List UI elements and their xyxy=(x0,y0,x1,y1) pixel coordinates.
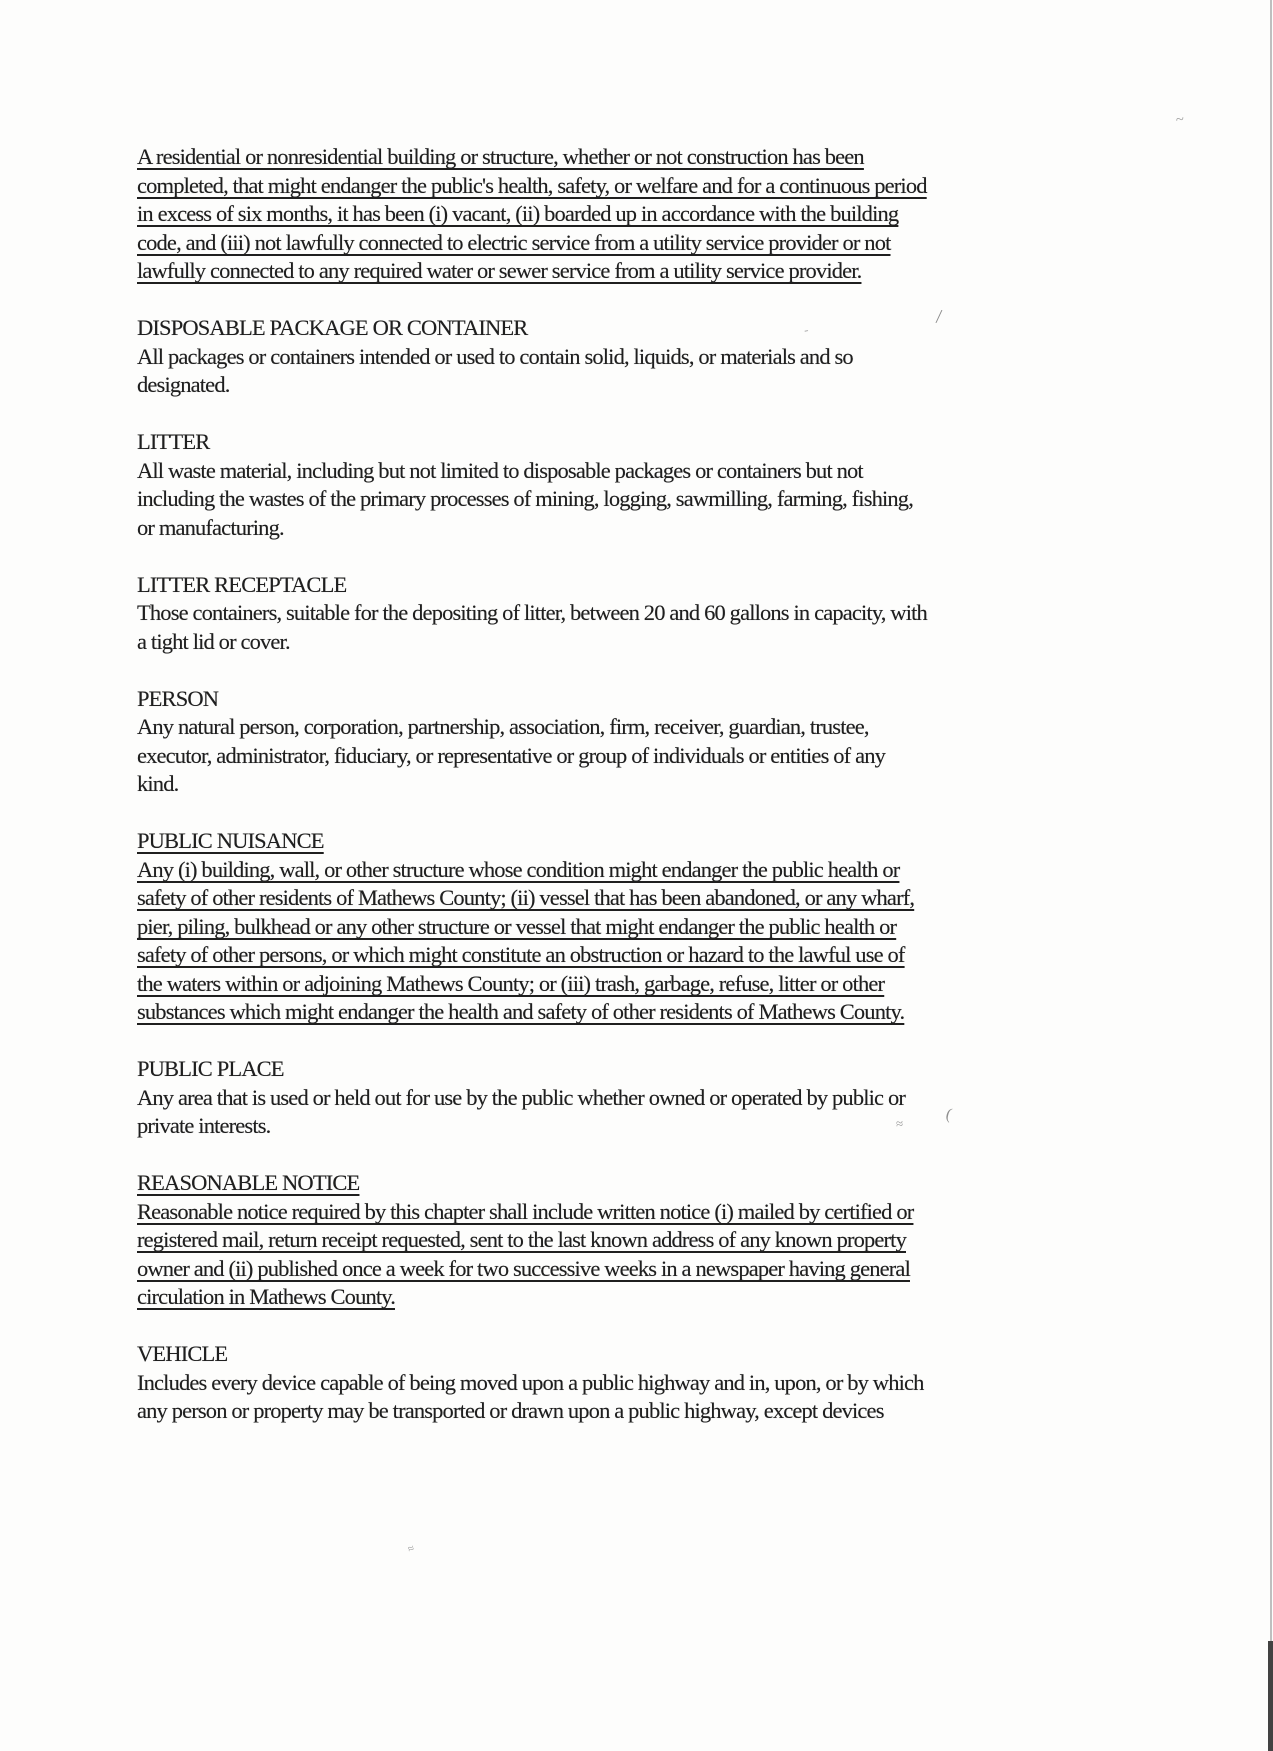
definition-body xyxy=(137,713,1137,799)
definition-term: PUBLIC PLACE xyxy=(137,1056,284,1081)
definition-text-line: completed, that might endanger the public's health, safety, or welfare and for a continuous period xyxy=(137,172,927,198)
scan-smudge-mark: ≈ xyxy=(895,1115,904,1132)
definition-body xyxy=(137,457,1137,543)
definition-term: PERSON xyxy=(137,685,219,711)
definition-text-line: Any area that is used or held out for use by the public whether owned or operated by public or xyxy=(137,1084,905,1110)
definition-section xyxy=(137,1340,1137,1426)
definition-body xyxy=(137,856,1137,1027)
definition-text-line: Reasonable notice required by this chapter shall include written notice (i) mailed by certified or xyxy=(137,1198,914,1224)
definition-body xyxy=(137,343,1137,400)
definition-term: REASONABLE NOTICE xyxy=(137,1170,360,1195)
definition-text-line: kind. xyxy=(137,771,179,796)
definition-section xyxy=(137,143,1137,286)
scan-smudge-mark: ( xyxy=(944,1105,954,1124)
definition-text-line: A residential or nonresidential building or structure, whether or not construction has been xyxy=(137,144,864,169)
definition-text-line: private interests. xyxy=(137,1113,271,1138)
definition-text-line: pier, piling, bulkhead or any other structure or vessel that might endanger the public health or xyxy=(137,913,897,939)
definition-body xyxy=(137,1198,1137,1312)
scan-edge-line xyxy=(1270,0,1272,1751)
definition-term: LITTER RECEPTACLE xyxy=(137,571,347,597)
scan-smudge-mark: ~ xyxy=(1174,111,1186,129)
definition-text-line: designated. xyxy=(137,372,230,397)
definition-text-line: Those containers, suitable for the depositing of litter, between 20 and 60 gallons in capacity, with xyxy=(137,600,927,625)
definition-term: DISPOSABLE PACKAGE OR CONTAINER xyxy=(137,315,528,340)
definition-section xyxy=(137,1169,1137,1312)
scan-smudge-mark: / xyxy=(934,305,943,329)
definition-section xyxy=(137,428,1137,542)
definition-section xyxy=(137,1055,1137,1141)
definition-text-line: code, and (iii) not lawfully connected to electric service from a utility service provider or not xyxy=(137,229,891,255)
definition-text-line: Any natural person, corporation, partnership, association, firm, receiver, guardian, trustee, xyxy=(137,714,869,739)
definition-text-line: All waste material, including but not limited to disposable packages or containers but not xyxy=(137,457,863,483)
definition-text-line: All packages or containers intended or used to contain solid, liquids, or materials and so xyxy=(137,343,853,369)
definition-text-line: a tight lid or cover. xyxy=(137,628,290,654)
definition-text-line: or manufacturing. xyxy=(137,514,284,540)
definition-body xyxy=(137,143,1137,286)
definition-text-line: safety of other residents of Mathews County; (ii) vessel that has been abandoned, or any wharf, xyxy=(137,885,915,910)
scan-smudge-mark: - xyxy=(802,321,810,338)
definition-section xyxy=(137,685,1137,799)
definition-text-line: any person or property may be transported or drawn upon a public highway, except devices xyxy=(137,1398,884,1423)
definition-text-line: the waters within or adjoining Mathews County; or (iii) trash, garbage, refuse, litter or other xyxy=(137,970,885,996)
definition-term: LITTER xyxy=(137,429,210,454)
definition-section xyxy=(137,314,1137,400)
definition-text-line: executor, administrator, fiduciary, or representative or group of individuals or entities of any xyxy=(137,742,886,768)
definition-body xyxy=(137,1369,1137,1426)
definition-text-line: Includes every device capable of being moved upon a public highway and in, upon, or by which xyxy=(137,1369,924,1395)
definitions-list xyxy=(137,143,1137,1426)
definition-body xyxy=(137,599,1137,656)
definition-text-line: lawfully connected to any required water or sewer service from a utility service provider. xyxy=(137,258,862,283)
definition-text-line: safety of other persons, or which might constitute an obstruction or hazard to the lawful use of xyxy=(137,942,905,967)
definition-text-line: owner and (ii) published once a week for two successive weeks in a newspaper having general xyxy=(137,1255,910,1281)
definition-section xyxy=(137,827,1137,1027)
scan-edge-bar xyxy=(1268,1641,1273,1751)
definition-text-line: registered mail, return receipt requested, sent to the last known address of any known property xyxy=(137,1227,906,1252)
definition-text-line: in excess of six months, it has been (i) vacant, (ii) boarded up in accordance with the building xyxy=(137,201,899,226)
definition-term: PUBLIC NUISANCE xyxy=(137,828,324,853)
definition-section xyxy=(137,571,1137,657)
definition-body xyxy=(137,1084,1137,1141)
definition-text-line: circulation in Mathews County. xyxy=(137,1284,395,1309)
definition-text-line: including the wastes of the primary processes of mining, logging, sawmilling, farming, fishing, xyxy=(137,486,913,511)
scan-smudge-mark: ≈ xyxy=(406,1542,416,1556)
definition-text-line: Any (i) building, wall, or other structure whose condition might endanger the public health or xyxy=(137,856,900,882)
definition-text-line: substances which might endanger the health and safety of other residents of Mathews County. xyxy=(137,999,905,1024)
definition-term: VEHICLE xyxy=(137,1341,228,1366)
